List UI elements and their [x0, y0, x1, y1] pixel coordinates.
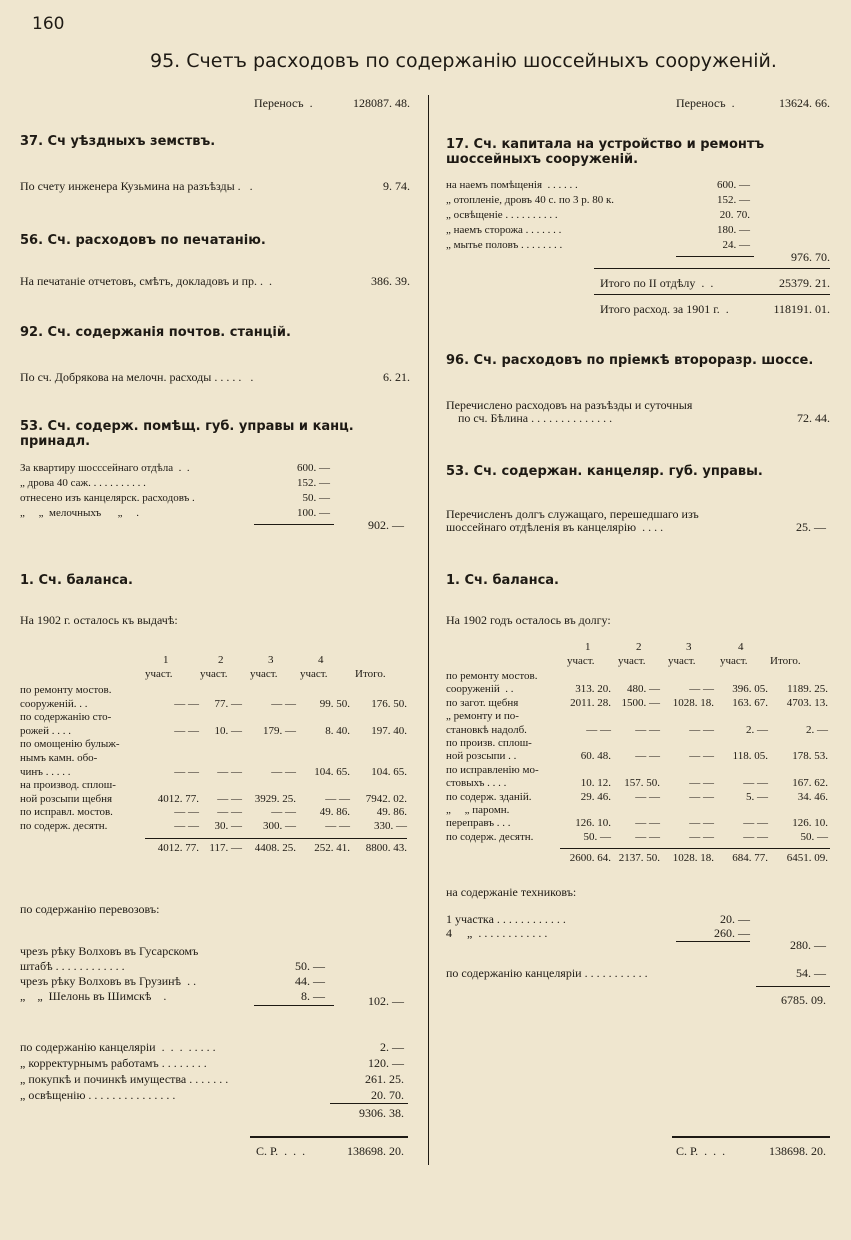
table-cell: 10. —: [214, 724, 242, 737]
table-cell: 176. 50.: [371, 697, 407, 710]
table-cell: 167. 62.: [792, 777, 828, 790]
left-sr-label: С. Р. . . .: [256, 1144, 306, 1158]
section-37-title: 37. Сч уѣздныхъ земствъ.: [20, 134, 216, 149]
column-header: участ.: [200, 668, 228, 680]
table-cell: — —: [271, 765, 296, 778]
left-carry-label: Переносъ .: [254, 96, 313, 110]
table-row-label: нымъ камн. обо-: [20, 752, 98, 764]
table-cell: 99. 50.: [319, 697, 350, 710]
table-cell: 30. —: [214, 820, 242, 832]
table-row-label: ной розсыпи . .: [446, 750, 517, 763]
section-92-title: 92. Сч. содержанія почтов. станцій.: [20, 325, 291, 340]
column-number: 1: [585, 641, 591, 653]
column-header: Итого.: [770, 655, 801, 667]
table-total-cell: 4012. 77.: [157, 841, 199, 854]
list-item: 1 участка . . . . . . . . . . . .: [446, 912, 566, 926]
tech-total: 280. —: [790, 938, 826, 952]
table-cell: — —: [271, 806, 296, 819]
table-total-cell: 252. 41.: [314, 841, 350, 854]
table-cell: — —: [689, 750, 714, 763]
table-cell: — —: [174, 724, 199, 737]
section-53-total: 902. —: [368, 518, 404, 532]
list-item: „ освѣщеніе . . . . . . . . . .: [446, 209, 558, 221]
table-row-label: сооруженій. . .: [20, 697, 88, 710]
section-92-text: По сч. Добрякова на мелочн. расходы . . . . . .: [20, 370, 254, 384]
table-cell: — —: [271, 697, 296, 710]
office-total: 9306. 38.: [359, 1106, 404, 1120]
table-cell: — —: [689, 790, 714, 803]
list-item-value: 600. —: [717, 179, 750, 191]
table-cell: 197. 40.: [371, 724, 407, 737]
list-item-value: 152. —: [297, 477, 330, 489]
table-total-cell: 1028. 18.: [672, 852, 714, 865]
column-header: участ.: [618, 655, 646, 667]
table-cell: — —: [217, 792, 242, 805]
table-row-label: по содерж. десятн.: [446, 830, 534, 843]
ferries-total: 102. —: [368, 994, 404, 1008]
section-92-value: 6. 21.: [383, 370, 410, 384]
table-cell: 4703. 13.: [786, 696, 828, 709]
list-item-value: 120. —: [368, 1056, 404, 1070]
column-header: участ.: [567, 655, 595, 667]
table-cell: 4012. 77.: [157, 792, 199, 805]
column-number: 2: [636, 641, 642, 653]
table-cell: — —: [635, 830, 660, 843]
table-cell: 300. —: [263, 820, 296, 832]
list-item: на наемъ помѣщенія . . . . . .: [446, 179, 578, 191]
table-cell: 480. —: [627, 683, 660, 696]
table-row-label: рожей . . . .: [20, 724, 71, 737]
table-row-label: по ремонту мостов.: [446, 670, 538, 682]
list-item-value: 50. —: [295, 959, 325, 973]
list-item-value: 261. 25.: [365, 1072, 404, 1086]
table-cell: 49. 86.: [319, 806, 350, 819]
table-total-cell: 6451. 09.: [786, 852, 828, 865]
list-item-value: 260. —: [714, 926, 750, 940]
table-cell: 2011. 28.: [570, 696, 611, 709]
right-sr-label: С. Р. . . .: [676, 1144, 726, 1158]
section-56-value: 386. 39.: [371, 274, 410, 288]
table-cell: — —: [635, 723, 660, 736]
table-cell: 104. 65.: [371, 765, 407, 778]
list-item-value: 152. —: [717, 194, 750, 206]
itogo-rule: [594, 294, 830, 295]
table-cell: — —: [174, 806, 199, 819]
table-total-cell: 8800. 43.: [365, 841, 407, 854]
table-cell: — —: [174, 765, 199, 778]
list-item: чрезъ рѣку Волховъ въ Грузинѣ . .: [20, 974, 197, 988]
column-number: 2: [218, 654, 224, 666]
itogo-section-value: 25379. 21.: [779, 276, 830, 290]
section-96-text-1: Перечислено расходовъ на разъѣзды и суточныя: [446, 398, 693, 412]
itogo-year-value: 118191. 01.: [773, 302, 830, 316]
table-cell: 157. 50.: [624, 777, 660, 790]
right-balance-title: 1. Сч. баланса.: [446, 573, 559, 588]
table-total-cell: 684. 77.: [732, 852, 768, 865]
list-item: „ „ Шелонь въ Шимскѣ .: [20, 989, 167, 1003]
table-cell: 77. —: [214, 697, 242, 710]
column-number: 4: [738, 641, 744, 653]
right-office-value: 54. —: [796, 966, 826, 980]
column-header: участ.: [720, 655, 748, 667]
subtotal-rule: [330, 1103, 408, 1104]
section-96-text-2: по сч. Бѣлина . . . . . . . . . . . . . .: [458, 411, 613, 425]
list-item-value: 8. —: [301, 989, 325, 1003]
table-cell: 126. 10.: [792, 817, 828, 830]
table-cell: 1500. —: [621, 696, 660, 709]
list-item: „ корректурнымъ работамъ . . . . . . . .: [20, 1056, 207, 1070]
table-cell: 29. 46.: [580, 790, 611, 803]
section-96-value: 72. 44.: [797, 411, 830, 425]
table-row-label: по загот. щебня: [446, 696, 519, 709]
list-item-value: 20. —: [720, 912, 750, 926]
list-item-value: 600. —: [297, 462, 330, 474]
section-37-text: По счету инженера Кузьмина на разъѣзды . .: [20, 179, 253, 193]
table-cell: — —: [217, 765, 242, 778]
table-cell: 313. 20.: [575, 683, 611, 696]
list-item: по содержанію канцеляріи . . . . . . . .: [20, 1040, 216, 1054]
list-item-value: 2. —: [380, 1040, 404, 1054]
table-cell: — —: [174, 820, 199, 832]
list-item: „ покупкѣ и починкѣ имущества . . . . . . .: [20, 1072, 229, 1086]
itogo-section-label: Итого по II отдѣлу . .: [600, 276, 714, 290]
table-cell: — —: [217, 806, 242, 819]
itogo-year-label: Итого расход. за 1901 г. .: [600, 302, 729, 316]
table-row-label: по содерж. зданій.: [446, 790, 532, 803]
section-53b-value: 25. —: [796, 520, 826, 534]
column-number: 3: [686, 641, 692, 653]
tech-title: на содержаніе техниковъ:: [446, 885, 577, 899]
list-item-value: 50. —: [302, 492, 330, 504]
table-row-label: переправъ . . .: [446, 817, 511, 830]
sr-rule: [250, 1136, 408, 1138]
table-cell: 10. 12.: [580, 777, 611, 790]
table-cell: — —: [743, 817, 768, 830]
table-cell: 2. —: [806, 723, 828, 736]
table-cell: — —: [635, 817, 660, 830]
table-cell: — —: [174, 697, 199, 710]
column-number: 1: [163, 654, 169, 666]
table-cell: — —: [743, 777, 768, 790]
column-header: участ.: [300, 668, 328, 680]
table-cell: 118. 05.: [732, 750, 768, 763]
table-row-label: по ремонту мостов.: [20, 684, 112, 696]
table-cell: 396. 05.: [732, 683, 768, 696]
table-cell: 104. 65.: [314, 765, 350, 778]
list-item: 4 „ . . . . . . . . . . . .: [446, 926, 548, 940]
subtotal-rule: [756, 986, 830, 987]
table-row-label: по исправл. мостов.: [20, 806, 113, 819]
right-carry-value: 13624. 66.: [779, 96, 830, 110]
table-row-label: „ „ паромн.: [446, 804, 510, 816]
table-cell: 60. 48.: [580, 750, 611, 763]
table-row-label: „ ремонту и по-: [446, 710, 519, 723]
table-cell: 49. 86.: [376, 806, 407, 819]
list-item-value: 180. —: [717, 224, 750, 236]
left-sr-value: 138698. 20.: [347, 1144, 404, 1158]
list-item: „ мытье половъ . . . . . . . .: [446, 239, 563, 251]
table-cell: — —: [743, 830, 768, 843]
itogo-rule: [594, 268, 830, 269]
right-carry-label: Переносъ .: [676, 96, 735, 110]
right-grand-total: 6785. 09.: [781, 993, 826, 1007]
column-number: 4: [318, 654, 324, 666]
list-item: „ наемъ сторожа . . . . . . .: [446, 224, 562, 236]
table-cell: 330. —: [374, 820, 407, 832]
table-row-label: стовыхъ . . . .: [446, 777, 507, 790]
column-header: участ.: [668, 655, 696, 667]
list-item: „ дрова 40 саж. . . . . . . . . . .: [20, 477, 146, 489]
sr-rule: [672, 1136, 830, 1138]
right-office-label: по содержанію канцеляріи . . . . . . . . . . .: [446, 966, 648, 980]
table-row-label: по омощенію булыж-: [20, 738, 120, 751]
column-header: Итого.: [355, 668, 386, 680]
table-cell: 163. 67.: [732, 696, 768, 709]
table-row-label: чинъ . . . . .: [20, 765, 71, 778]
section-17-total: 976. 70.: [791, 250, 830, 264]
table-total-cell: 2137. 50.: [618, 852, 660, 865]
table-row-label: на производ. сплош-: [20, 779, 116, 792]
section-53b-text-2: шоссейнаго отдѣленія въ канцелярію . . . .: [446, 520, 664, 534]
column-header: участ.: [145, 668, 173, 680]
table-cell: — —: [689, 830, 714, 843]
table-cell: 3929. 25.: [254, 792, 296, 805]
table-cell: — —: [325, 792, 350, 805]
table-cell: 50. —: [583, 830, 611, 843]
section-37-value: 9. 74.: [383, 179, 410, 193]
list-item-value: 24. —: [722, 239, 750, 251]
list-item: „ освѣщенію . . . . . . . . . . . . . . .: [20, 1088, 176, 1102]
table-total-cell: 117. —: [209, 841, 242, 854]
table-cell: 5. —: [746, 790, 768, 803]
right-sr-value: 138698. 20.: [769, 1144, 826, 1158]
table-cell: 1189. 25.: [787, 683, 828, 696]
page-number: 160: [32, 14, 65, 34]
section-53b-title: 53. Сч. содержан. канцеляр. губ. управы.: [446, 464, 763, 479]
table-row-label: по исправленію мо-: [446, 763, 539, 776]
table-cell: 126. 10.: [575, 817, 611, 830]
list-item: За квартиру шосссейнаго отдѣла . .: [20, 462, 190, 474]
table-cell: — —: [325, 820, 350, 832]
table-cell: 1028. 18.: [672, 696, 714, 709]
section-56-text: На печатаніе отчетовъ, смѣтъ, докладовъ и пр. . .: [20, 274, 273, 288]
list-item: „ „ мелочныхъ „ .: [20, 507, 140, 519]
right-balance-subtitle: На 1902 годъ осталось въ долгу:: [446, 613, 611, 627]
list-item-value: 20. 70.: [371, 1088, 404, 1102]
left-balance-subtitle: На 1902 г. осталось къ выдачѣ:: [20, 613, 178, 627]
table-cell: 7942. 02.: [365, 792, 407, 805]
table-row-label: по содержанію сто-: [20, 711, 112, 724]
table-cell: 178. 53.: [792, 750, 828, 763]
table-cell: — —: [689, 723, 714, 736]
left-carry-value: 128087. 48.: [353, 96, 410, 110]
left-balance-title: 1. Сч. баланса.: [20, 573, 133, 588]
table-cell: — —: [689, 683, 714, 696]
table-cell: 179. —: [263, 724, 296, 737]
table-cell: 2. —: [746, 723, 768, 736]
table-cell: 34. 46.: [797, 790, 828, 803]
table-cell: — —: [689, 817, 714, 830]
list-item: чрезъ рѣку Волховъ въ Гусарскомъ: [20, 944, 199, 958]
section-53b-text-1: Перечисленъ долгъ служащаго, перешедшаго изъ: [446, 507, 699, 521]
table-cell: — —: [586, 723, 611, 736]
table-cell: 50. —: [800, 830, 828, 843]
table-row-label: ной розсыпи щебня: [20, 792, 113, 805]
section-96-title: 96. Сч. расходовъ по пріемкѣ второразр. шоссе.: [446, 353, 814, 368]
column-number: 3: [268, 654, 274, 666]
table-total-cell: 4408. 25.: [254, 841, 296, 854]
list-item: штабѣ . . . . . . . . . . . .: [20, 959, 125, 973]
table-row-label: по содерж. десятн.: [20, 820, 108, 832]
table-cell: 8. 40.: [325, 724, 350, 737]
list-item: „ отопленіе, дровъ 40 с. по 3 р. 80 к.: [446, 194, 615, 206]
list-item-value: 44. —: [295, 974, 325, 988]
table-row-label: сооруженій . .: [446, 683, 514, 696]
table-cell: — —: [689, 777, 714, 790]
section-17-title: 17. Сч. капитала на устройство и ремонтъ шоссейныхъ сооруженій.: [446, 137, 765, 167]
table-cell: — —: [635, 750, 660, 763]
table-total-rule: [145, 838, 407, 839]
column-divider: [428, 95, 429, 1165]
table-row-label: становкѣ надолб.: [446, 723, 527, 736]
column-header: участ.: [250, 668, 278, 680]
table-row-label: по произв. сплош-: [446, 737, 532, 749]
list-item-value: 20. 70.: [719, 209, 750, 221]
section-53-title: 53. Сч. содерж. помѣщ. губ. управы и канц. принадл.: [20, 419, 354, 449]
list-item-value: 100. —: [297, 507, 330, 519]
table-cell: — —: [635, 790, 660, 803]
table-total-rule: [560, 848, 830, 849]
table-total-cell: 2600. 64.: [569, 852, 611, 865]
ferries-title: по содержанію перевозовъ:: [20, 902, 160, 916]
list-item: отнесено изъ канцелярск. расходовъ .: [20, 492, 195, 504]
section-56-title: 56. Сч. расходовъ по печатанію.: [20, 233, 266, 248]
page-title: 95. Счетъ расходовъ по содержанію шоссейныхъ сооруженій.: [150, 50, 777, 72]
